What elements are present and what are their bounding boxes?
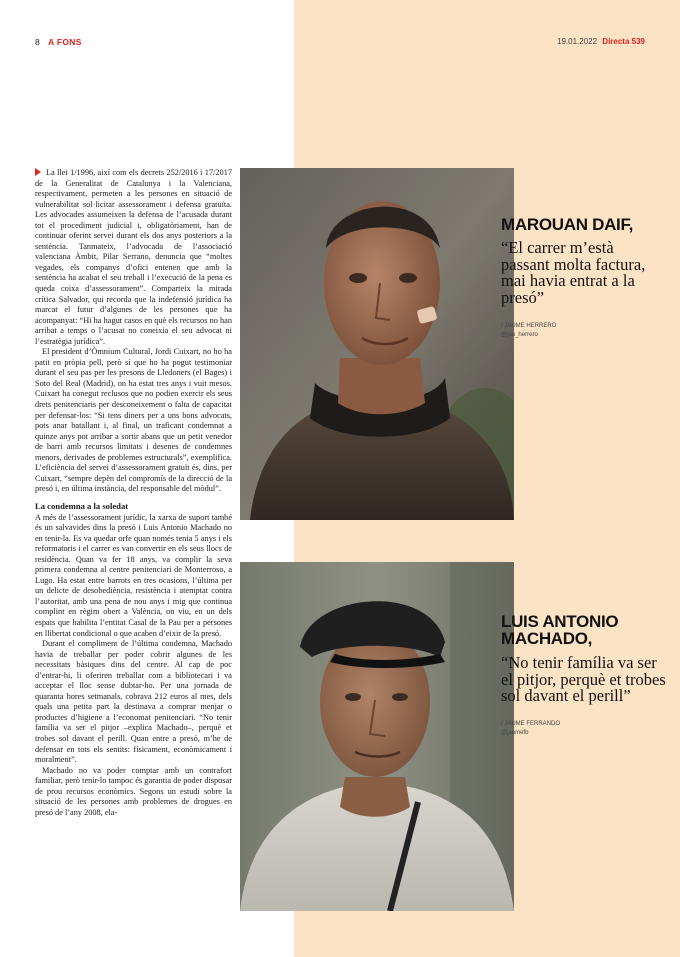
portrait-photo-luis-antonio-machado — [240, 562, 514, 911]
page-header-right — [557, 37, 645, 46]
pull-quote-marouan-daif — [501, 216, 661, 340]
quote-person-name: MAROUAN DAIF, — [501, 215, 634, 234]
page-header-left — [35, 37, 82, 47]
article-paragraph: A més de l’assessorament jurídic, la xarxa de suport també és un salvavides dins la presó i Luis Antonio Machado no en tenir-la. Es va quedar orfe quan només tenia 5 anys i els reformatoris i el carrer es van convertir en els seus llocs de residència. Quan va fer 18 anys, va complir la seva primera condemna al centre penitenciari de Monterroso, a Lugo. Ha estat entre barrots en tres ocasions, l’última per un delicte de desobediència, resistència i atemptat contra l’autoritat, amb una pena de nou anys i mig que continua complint en règim obert a València, on viu, en un dels espais que habilita l’entitat Casal de la Pau per a persones en llibertat condicional o que acaben d’eixir de la presó. — [35, 512, 232, 638]
quote-text: “El carrer m’està passant molta factura, mai havia entrat a la presó” — [501, 238, 646, 307]
pull-quote-luis-antonio-machado — [501, 613, 666, 738]
article-paragraph: El president d’Òmnium Cultural, Jordi Cuixart, no ho ha patit en pròpia pell, però sí que ho ha pogut testimoniar durant el seu pas per les presons de Lledoners (el Bages) i Soto del Real (Madrid), on ha estat tres anys i vuit mesos. Cuixart ha conegut reclusos que no podien exercir els seus drets penitenciaris per desconeixement o falta de capacitat per defensar-los: “Si tens diners per a uns bons advocats, pots anar batallant i, al final, un traficant condemnat a quinze anys pot arribar a sortir abans que un petit venedor de barri amb recursos limitats i desenes de condemnes menors, derivades de problemes estructurals”, exemplifica. L’eficiència del servei d’assessorament gratuït és, dins, per Cuixart, “sempre depèn del compromís de la direcció de la presó i, en última instància, del responsable del mòdul”. — [35, 347, 232, 494]
article-body — [35, 168, 232, 818]
red-arrow-icon — [35, 168, 41, 176]
paragraph-text: La llei 1/1996, així com els decrets 252/2016 i 17/2017 de la Generalitat de Catalunya i la Valenciana, respectivament, permeten a les persones en situació de vulnerabilitat sol·licitar assessorament i defensa gratuïta. Les advocades assumeixen la defensa de l’acusada durant tot el procediment judicial i, obligatòriament, han de continuar oferint servei durant els dos anys posteriors a la sentència. Tanmateix, l’advocada de l’associació valenciana Àmbit, Pilar Serrano, denuncia que “moltes vegades, els companys d’ofici entenen que amb la sentència ha acabat el seu treball i l’execució de la pena es queda coixa d’assessorament”. Comparteix la mirada crítica Salvador, qui recorda que la indefensió jurídica ha marcat el futur d’algunes de les persones que ha acompanyat: “Hi ha hagut casos en què els recursos no han arribat a temps o l’acusat no coneixia el seu advocat ni l’estratègia jurídica”. — [35, 168, 232, 346]
quote-text: “No tenir família va ser el pitjor, perquè et trobes sol davant el perill” — [501, 653, 666, 705]
photographer-name: / JAUME HERRERO — [501, 323, 557, 329]
page-number: 8 — [35, 37, 40, 47]
issue-date: 19.01.2022 — [557, 37, 598, 46]
photo-credit — [501, 720, 666, 738]
photographer-name: / JAUME FERRANDO — [501, 720, 561, 727]
article-paragraph: Machado no va poder comptar amb un contrafort familiar, però tenir-lo tampoc és garantia de poder disposar de prou recursos econòmics. Segons un estudi sobre la situació de les persones amb problemes de drogues en presó de l’any 2008, ela- — [35, 765, 232, 817]
article-subheading: La condemna a la soledat — [35, 500, 129, 511]
quote-person-name: LUIS ANTONIO MACHADO, — [501, 612, 619, 648]
section-label: A FONS — [48, 37, 82, 47]
article-paragraph — [35, 168, 232, 347]
photo-credit — [501, 322, 661, 340]
article-paragraph: Durant el compliment de l’última condemna, Machado havia de treballar per poder cobrir algunes de les necessitats bàsiques dins del centre. Al cap de poc d’entrar-hi, li oferiren treballar com a bibliotecari i va acceptar el lloc sense dubtar-ho. Per una jornada de quaranta hores setmanals, cobrava 212 euros al mes, dels quals una petita part la destinava a comprar menjar o productes d’higiene a l’economat penitenciari. “No tenir família va ser el pitjor –explica Machado–, perquè et trobes sol davant el perill. Quan entre a presó, m’he de defensar en tots els sentits: físicament, econòmicament i moralment”. — [35, 639, 232, 765]
photographer-handle: @jaumefb — [501, 729, 529, 736]
photographer-handle: @jau_herrero — [501, 332, 538, 338]
publication-name: Directa 539 — [602, 37, 645, 46]
portrait-photo-marouan-daif — [240, 168, 514, 520]
